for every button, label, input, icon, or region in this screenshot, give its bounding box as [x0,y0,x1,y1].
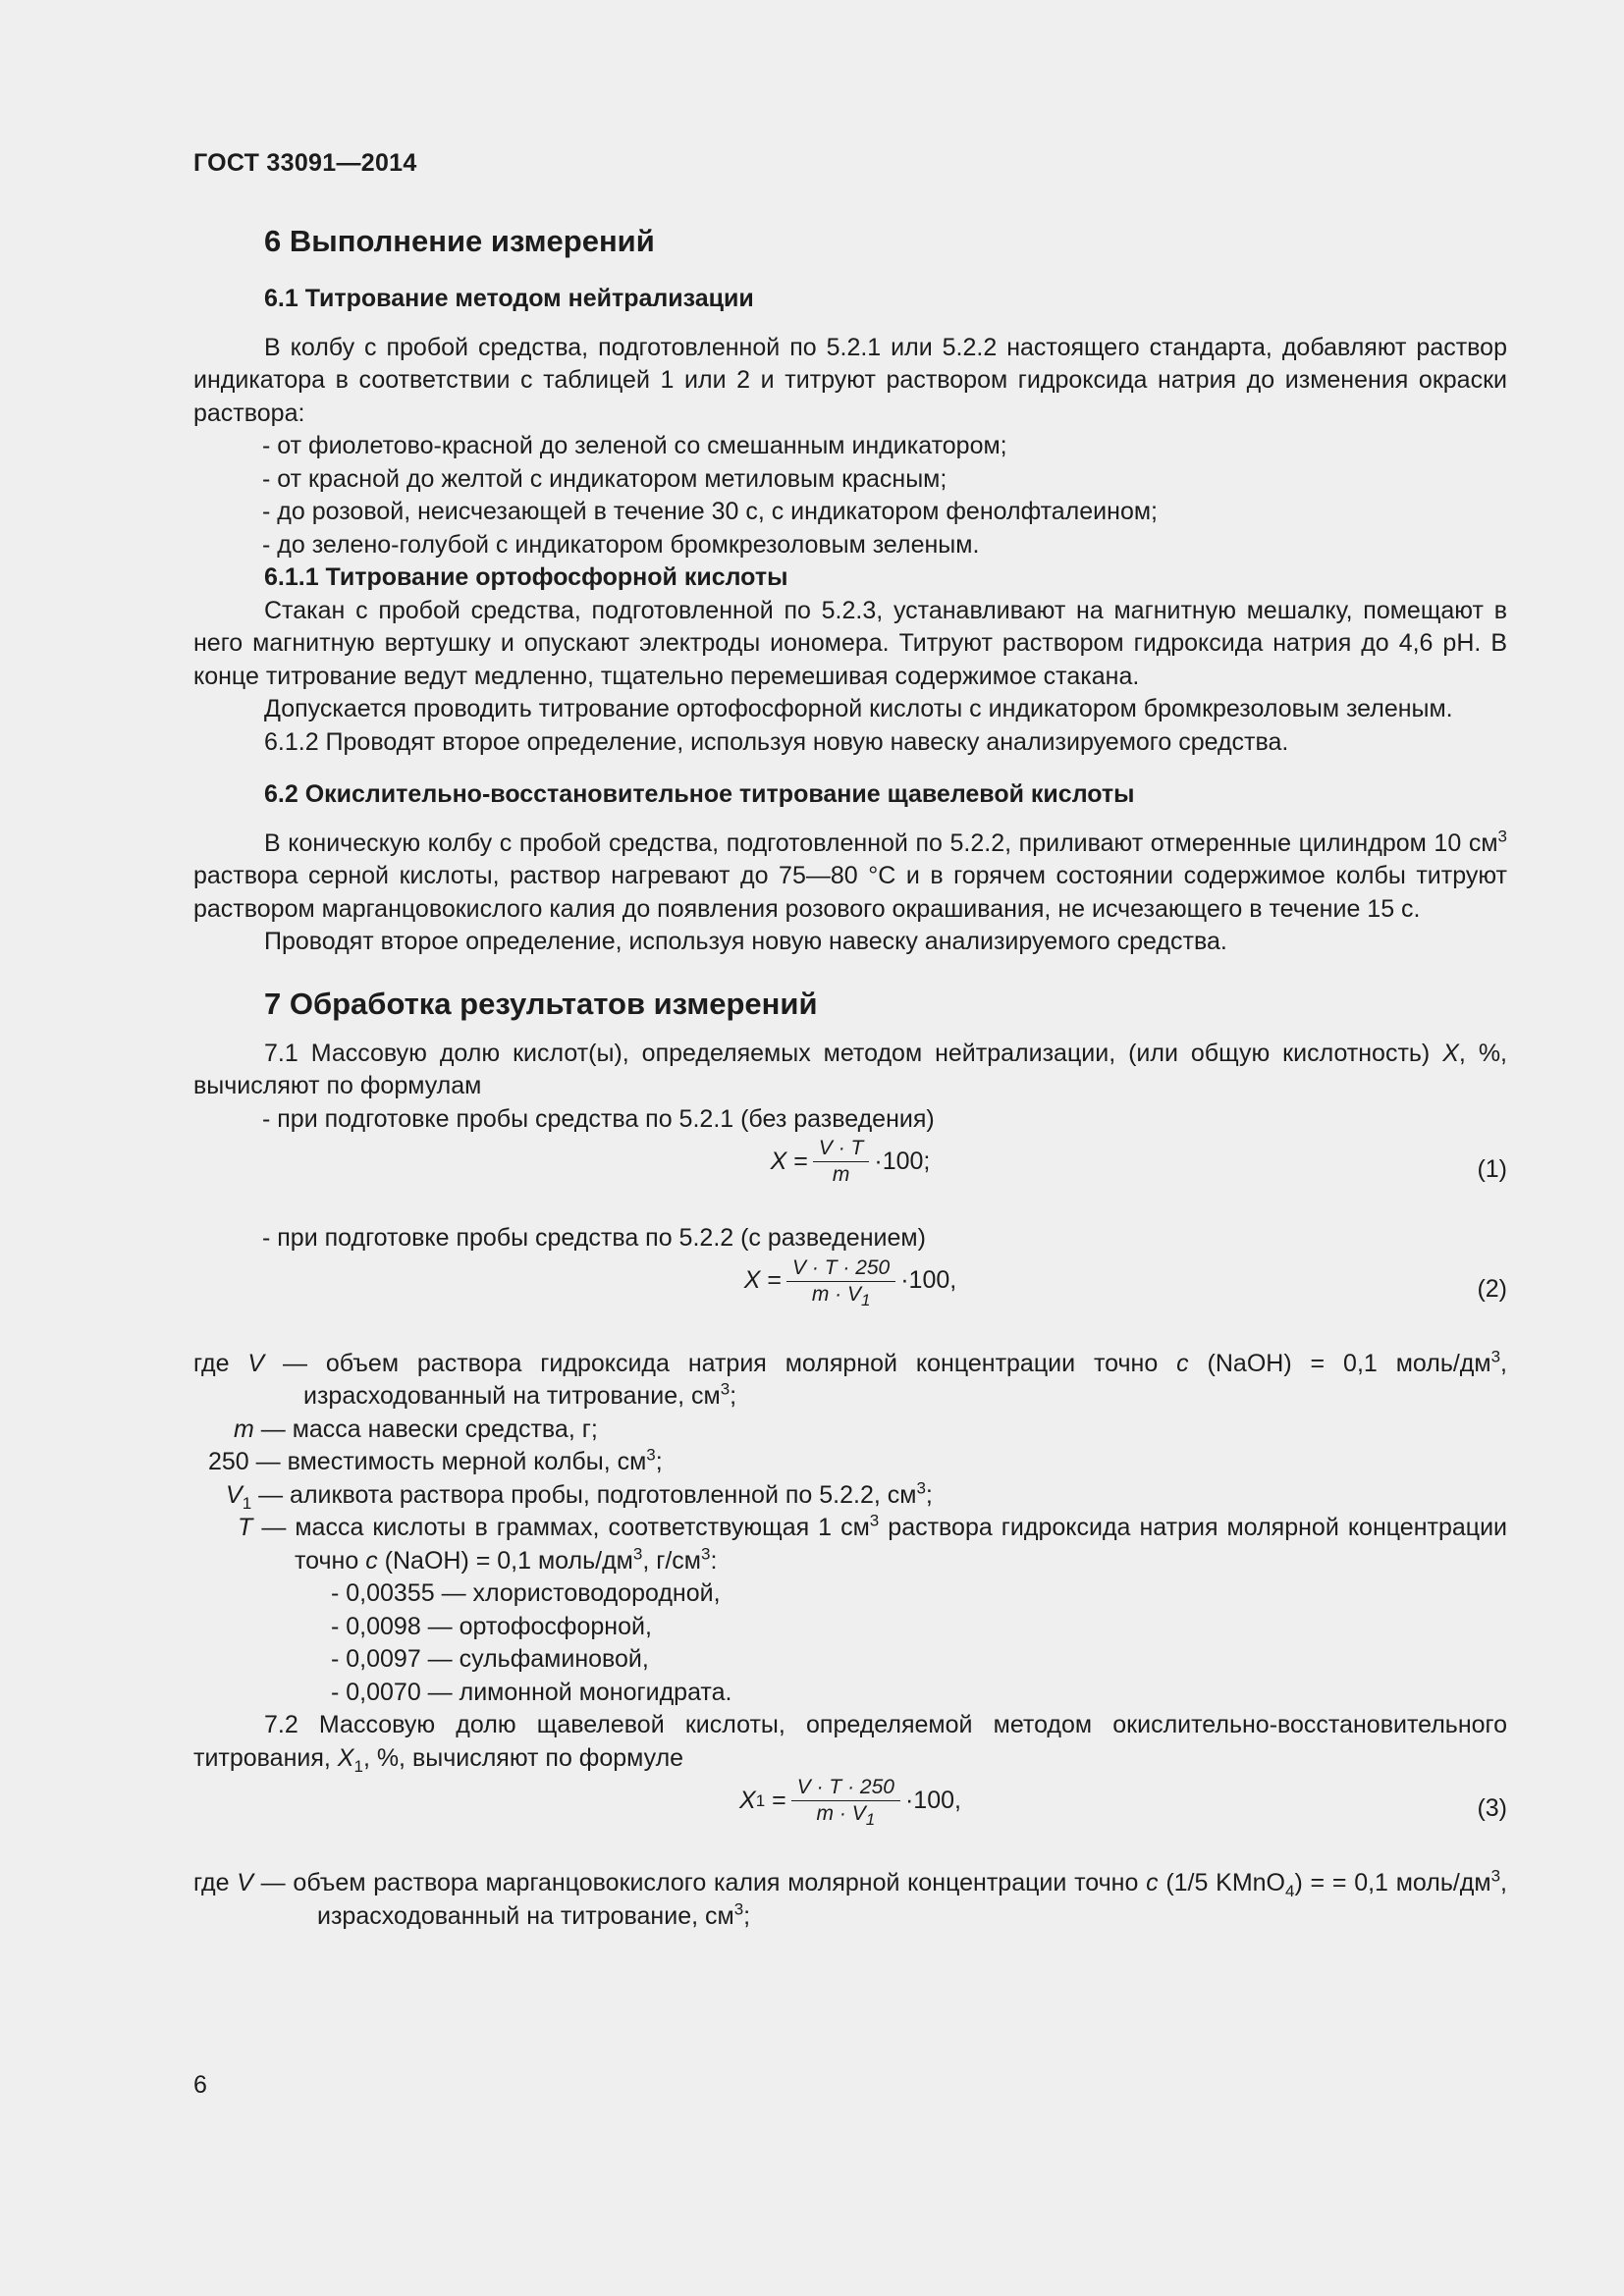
where-block-1 [193,1348,1507,1710]
section-6-2-title: 6.2 Окислительно-восстановительное титрование щавелевой кислоты [264,780,1135,808]
list-item: - 0,0098 — ортофосфорной, [331,1612,652,1640]
list-item: - при подготовке пробы средства по 5.2.1 (без разведения) [262,1104,935,1133]
formula-2: X = $\frac{V \cdot T \cdot 250}{m \cdot V_1}$ ·100, (2) [743,1255,1507,1309]
list-item: - до зелено-голубой с индикатором бромкрезоловым зеленым. [262,530,980,559]
list-item: - от красной до желтой с индикатором метиловым красным; [262,464,947,493]
section-6-title: 6 Выполнение измерений [264,224,655,258]
equation-number: (2) [1477,1274,1507,1303]
section-6-2-paragraph: В коническую колбу с пробой средства, подготовленной по 5.2.2, приливают отмеренные цилиндром 10 $см^3$ раствора серной кислоты, раствор нагревают до 75—80 °С и в горячем состоянии содержимое колбы титруют раствором марганцовокислого калия до появления розового окрашивания, не исчезающего в течение 15 с. [193,827,1507,923]
where-t: T — масса кислоты в граммах, соответствующая 1 $см^3$ раствора гидроксида натрия молярной концентрации точно c (NaOH) = 0,1 моль/$дм^3$, $г/см^3$: [238,1511,1508,1575]
section-6-1-2: 6.1.2 Проводят второе определение, используя новую навеску анализируемого средства. [264,727,1289,756]
where-250: 250 — вместимость мерной колбы, $см^3$; [208,1445,663,1475]
page-number: 6 [193,2071,207,2099]
document-body [193,222,1507,1933]
where-block-2: где V — объем раствора марганцовокислого калия молярной концентрации точно c (1/5 KMnO$_4$) = = 0,1 моль/$дм^3$, израсходованный на титрование, $см^3$; [193,1866,1507,1930]
equation-number: (3) [1477,1794,1507,1822]
section-6-2-paragraph-2: Проводят второе определение, используя новую навеску анализируемого средства. [264,928,1227,955]
section-7-1-paragraph: 7.1 Массовую долю кислот(ы), определяемых методом нейтрализации, (или общую кислотность) X, %, вычисляют по формулам [193,1039,1507,1099]
equation-number: (1) [1477,1155,1507,1183]
section-6-1-1-title: 6.1.1 Титрование ортофосфорной кислоты [264,563,788,591]
where-v: где V — объем раствора гидроксида натрия молярной концентрации точно c (NaOH) = 0,1 моль/$дм^3$, израсходованный на титрование, $см^3$; [193,1347,1507,1410]
list-item: - до розовой, неисчезающей в течение 30 с, с индикатором фенолфталеином; [262,498,1158,525]
document-header: ГОСТ 33091—2014 [193,149,417,177]
list-item: - 0,00355 — хлористоводородной, [331,1579,721,1607]
list-item: - 0,0097 — сульфаминовой, [331,1645,649,1673]
list-item: - 0,0070 — лимонной моногидрата. [331,1678,732,1706]
section-7-2-paragraph: 7.2 Массовую долю щавелевой кислоты, определяемой методом окислительно-восстановительного титрования, $X_1$, %, вычисляют по формуле [193,1711,1507,1776]
formula-1: X = $\frac{V \cdot T}{m}$ ·100; (1) [770,1137,1507,1186]
section-6-1-1-paragraph-2: Допускается проводить титрование ортофосфорной кислоты с индикатором бромкрезоловым зеленым. [264,695,1453,722]
where-v1: $V_1$ — аликвота раствора пробы, подготовленной по 5.2.2, $см^3$; [226,1478,933,1513]
list-item: - от фиолетово-красной до зеленой со смешанным индикатором; [262,432,1007,459]
section-7-title: 7 Обработка результатов измерений [264,986,818,1021]
list-item: - при подготовке пробы средства по 5.2.2 (с разведением) [262,1224,926,1252]
section-6-1-paragraph: В колбу с пробой средства, подготовленной по 5.2.1 или 5.2.2 настоящего стандарта, добавляют раствор индикатора в соответствии с таблицей 1 или 2 и титруют раствором гидроксида натрия до изменения окраски раствора: [193,333,1507,427]
where-m: m — масса навески средства, г; [234,1415,598,1443]
section-6-1-title: 6.1 Титрование методом нейтрализации [264,285,754,312]
section-6-1-1-paragraph: Стакан с пробой средства, подготовленной по 5.2.3, устанавливают на магнитную мешалку, помещают в него магнитную вертушку и опускают электроды иономера. Титруют раствором гидроксида натрия до 4,6 pH. В конце титрование ведут медленно, тщательно перемешивая содержимое стакана. [193,596,1507,690]
formula-3: X 1 = $\frac{V \cdot T \cdot 250}{m \cdot V_1}$ ·100, (3) [739,1776,1507,1830]
